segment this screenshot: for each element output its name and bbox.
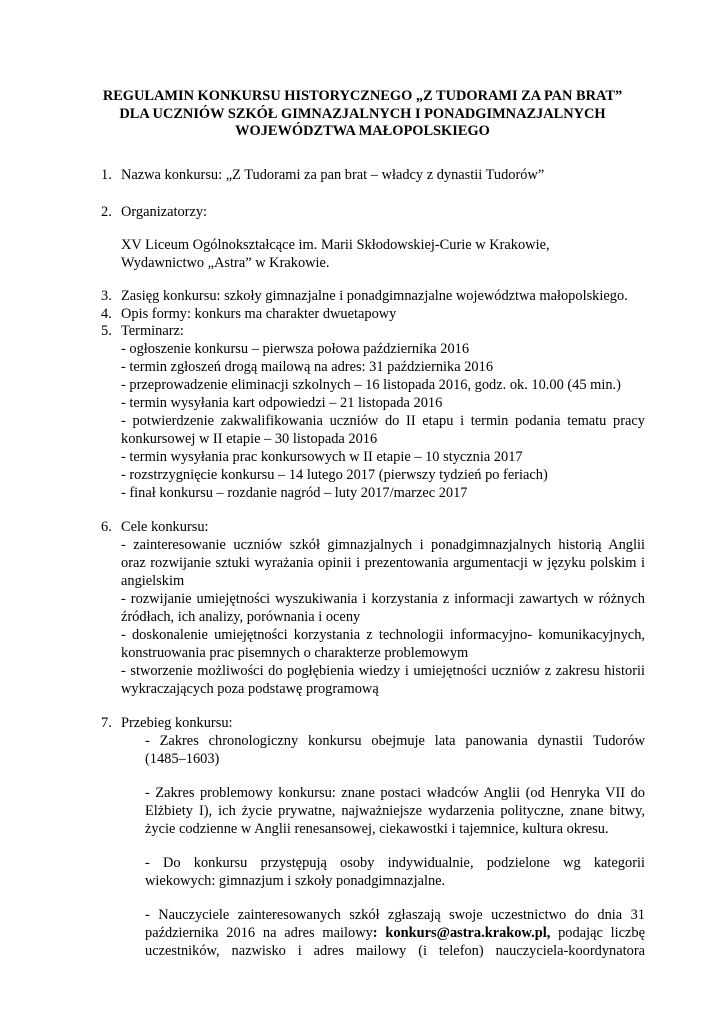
organizer-1: XV Liceum Ogólnokształcące im. Marii Skłodowskiej-Curie w Krakowie, bbox=[121, 237, 550, 253]
section-7-text: Przebieg konkursu: bbox=[121, 715, 233, 731]
procedure-paragraph-continuation: życie codzienne w Anglii renesansowej, ciekawostki i tajemnice, kultura okresu. bbox=[145, 821, 609, 837]
procedure-paragraph-continuation: uczestników, nazwisko i adres mailowy (i telefon) nauczyciela-koordynatora bbox=[145, 943, 645, 959]
procedure-paragraph-continuation: wiekowych: gimnazjum i szkoły ponadgimnazjalne. bbox=[145, 873, 446, 889]
goal-item: - doskonalenie umiejętności korzystania z technologii informacyjno- komunikacyjnych, bbox=[121, 627, 645, 643]
goal-item-continuation: źródłach, ich analizy, porównania i oceny bbox=[121, 609, 361, 625]
section-3-text: Zasięg konkursu: szkoły gimnazjalne i ponadgimnazjalne województwa małopolskiego. bbox=[121, 288, 628, 304]
title-line-3: WOJEWÓDZTWA MAŁOPOLSKIEGO bbox=[235, 123, 490, 139]
procedure-paragraph: - Nauczyciele zainteresowanych szkół zgłaszają swoje uczestnictwo do dnia 31 bbox=[145, 907, 645, 923]
document-title bbox=[70, 88, 655, 141]
section-6-number: 6. bbox=[101, 519, 112, 535]
contact-email: : konkurs@astra.krakow.pl, bbox=[372, 925, 551, 941]
registration-text: października 2016 na adres mailowy bbox=[145, 925, 373, 941]
section-4-text: Opis formy: konkurs ma charakter dwuetapowy bbox=[121, 306, 397, 322]
schedule-item-continuation: konkursowej w II etapie – 30 listopada 2016 bbox=[121, 431, 378, 447]
section-1-text: Nazwa konkursu: „Z Tudorami za pan brat – władcy z dynastii Tudorów” bbox=[121, 167, 545, 183]
goal-item: - stworzenie możliwości do pogłębienia wiedzy i umiejętności uczniów z zakresu historii bbox=[121, 663, 645, 679]
schedule-item: - termin wysyłania prac konkursowych w II etapie – 10 stycznia 2017 bbox=[121, 449, 523, 465]
goal-item-continuation: angielskim bbox=[121, 573, 185, 589]
procedure-paragraph-continuation: (1485–1603) bbox=[145, 751, 220, 767]
section-5-text: Terminarz: bbox=[121, 323, 184, 339]
schedule-item: - przeprowadzenie eliminacji szkolnych – 16 listopada 2016, godz. ok. 10.00 (45 min.) bbox=[121, 377, 621, 393]
section-3-number: 3. bbox=[101, 288, 112, 304]
procedure-paragraph: - Zakres chronologiczny konkursu obejmuje lata panowania dynastii Tudorów bbox=[145, 733, 645, 749]
section-7-number: 7. bbox=[101, 715, 112, 731]
title-line-2: DLA UCZNIÓW SZKÓŁ GIMNAZJALNYCH I PONADGIMNAZJALNYCH bbox=[119, 105, 606, 122]
goal-item: - zainteresowanie uczniów szkół gimnazjalnych i ponadgimnazjalnych historią Anglii bbox=[121, 537, 645, 553]
organizer-2: Wydawnictwo „Astra” w Krakowie. bbox=[121, 255, 330, 271]
schedule-item: - termin wysyłania kart odpowiedzi – 21 listopada 2016 bbox=[121, 395, 443, 411]
section-5-number: 5. bbox=[101, 323, 112, 339]
procedure-paragraph-continuation: Elżbiety I), ich życie prywatne, najważniejsze wydarzenia polityczne, znane bitwy, bbox=[145, 803, 645, 819]
procedure-paragraph: - Do konkursu przystępują osoby indywidualnie, podzielone wg kategorii bbox=[145, 855, 645, 871]
schedule-item: - rozstrzygnięcie konkursu – 14 lutego 2017 (pierwszy tydzień po feriach) bbox=[121, 467, 548, 483]
section-6-text: Cele konkursu: bbox=[121, 519, 209, 535]
registration-text-end: podając liczbę bbox=[550, 925, 646, 941]
goal-item-continuation: wykraczających poza podstawę programową bbox=[121, 681, 379, 697]
goal-item-continuation: konstruowania prac pisemnych o charakterze problemowym bbox=[121, 645, 469, 661]
schedule-item: - termin zgłoszeń drogą mailową na adres: 31 października 2016 bbox=[121, 359, 494, 375]
procedure-paragraph: - Zakres problemowy konkursu: znane postaci władców Anglii (od Henryka VII do bbox=[145, 785, 645, 801]
section-4-number: 4. bbox=[101, 306, 112, 322]
schedule-item: - ogłoszenie konkursu – pierwsza połowa października 2016 bbox=[121, 341, 470, 357]
section-1-number: 1. bbox=[101, 167, 112, 183]
goal-item-continuation: oraz rozwijanie sztuki wyrażania opinii i prezentowania argumentacji w języku polskim i bbox=[121, 555, 645, 571]
title-line-1: REGULAMIN KONKURSU HISTORYCZNEGO „Z TUDORAMI ZA PAN BRAT” bbox=[102, 88, 623, 104]
section-2-number: 2. bbox=[101, 204, 112, 220]
procedure-paragraph-continuation bbox=[145, 924, 645, 942]
schedule-item: - potwierdzenie zakwalifikowania uczniów do II etapu i termin podania tematu pracy bbox=[121, 413, 645, 429]
goal-item: - rozwijanie umiejętności wyszukiwania i korzystania z informacji zawartych w różnych bbox=[121, 591, 645, 607]
section-2-text: Organizatorzy: bbox=[121, 204, 208, 220]
schedule-item: - finał konkursu – rozdanie nagród – luty 2017/marzec 2017 bbox=[121, 485, 468, 501]
